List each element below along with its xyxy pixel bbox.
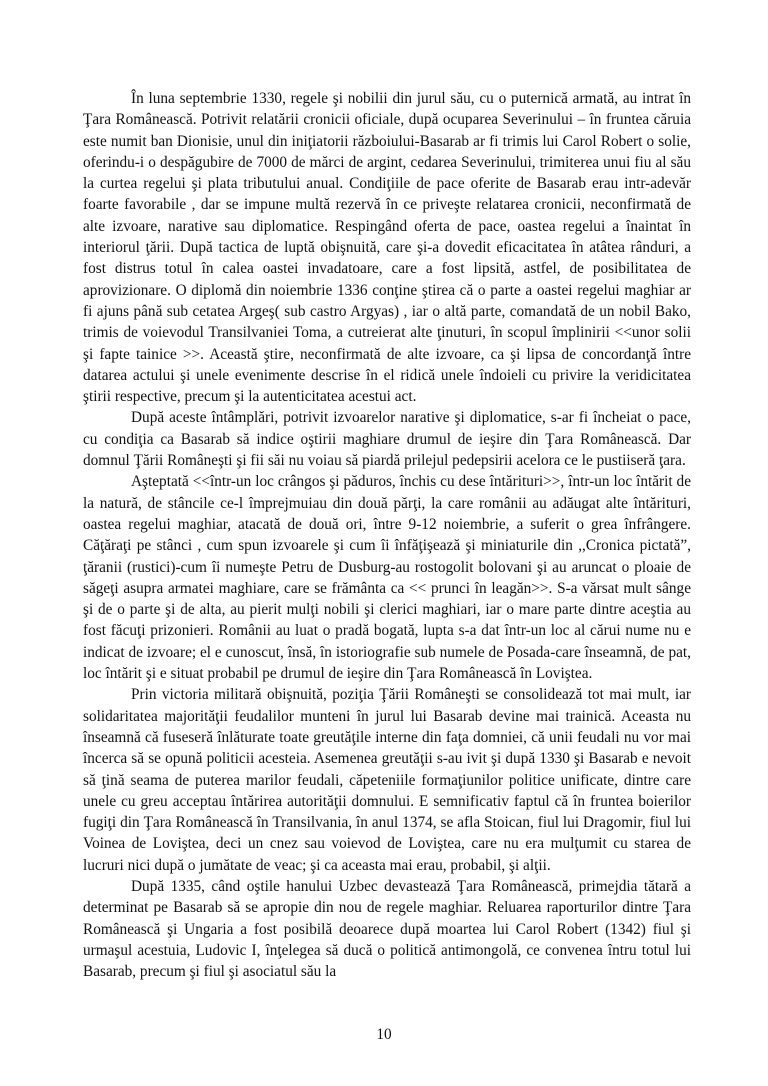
paragraph: În luna septembrie 1330, regele şi nobilii din jurul său, cu o puternică armată, au intrat în Ţara Românească. Potrivit relatării cronicii oficiale, după ocuparea Severinului – în fruntea căruia este numit ban Dionisie, unul din iniţiatorii războiului-Basarab ar fi trimis lui Carol Robert o solie, oferindu-i o despăgubire de 7000 de mărci de argint, cedarea Severinului, trimiterea unui fiu al său la curtea regelui şi plata tributului anual. Condiţiile de pace oferite de Basarab erau intr-adevăr foarte favorabile , dar se impune multă rezervă în ce priveşte relatarea cronicii, neconfirmată de alte izvoare, narative sau diplomatice. Respingând oferta de pace, oastea regelui a înaintat în interiorul ţării. După tactica de luptă obişnuită, care şi-a dovedit eficacitatea în atâtea rânduri, a fost distrus totul în calea oastei invadatoare, care a fost lipsită, astfel, de posibilitatea de aprovizionare. O diplomă din noiembrie 1336 conţine ştirea că o parte a oastei regelui maghiar ar fi ajuns până sub cetatea Argeş( sub castro Argyas) , iar o altă parte, comandată de un nobil Bako, trimis de voievodul Transilvaniei Toma, a cutreierat alte ţinuturi, în scopul împlinirii <<unor solii şi fapte tainice >>. Această ştire, neconfirmată de alte izvoare, ca şi lipsa de concordanţă între datarea actului şi unele evenimente descrise în el ridică unele îndoieli cu privire la veridicitatea ştirii respective, precum şi la autenticitatea acestui act. bbox=[83, 90, 691, 406]
paragraph: După 1335, când oştile hanului Uzbec devastează Ţara Românească, primejdia tătară a determinat pe Basarab să se apropie din nou de regele maghiar. Reluarea raporturilor dintre Ţara Românească şi Ungaria a fost posibilă deoarece după moartea lui Carol Robert (1342) fiul şi urmaşul acestuia, Ludovic I, înţelegea să ducă o politică antimongolă, ce convenea întru totul lui Basarab, precum şi fiul şi asociatul său la bbox=[83, 877, 691, 981]
page-number: 10 bbox=[376, 1026, 392, 1043]
paragraph: Prin victoria militară obişnuită, poziţia Ţării Româneşti se consolidează tot mai mult, iar solidaritatea majorităţii feudalilor munteni în jurul lui Basarab devine mai trainică. Aceasta nu înseamnă că fuseseră înlăturate toate greutăţile interne din faţa domniei, că unii feudali nu vor mai încerca să se opună politicii acesteia. Asemenea greutăţii s-au ivit şi după 1330 şi Basarab e nevoit să ţină seama de puterea marilor feudali, căpeteniile formaţiunilor politice unificate, dintre care unele cu greu acceptau întărirea autorităţii domnului. E semnificativ faptul că în fruntea boierilor fugiţi din Ţara Românească în Transilvania, în anul 1374, se afla Stoican, fiul lui Dragomir, fiul lui Voinea de Loviştea, deci un cnez sau voievod de Loviştea, care nu era mulţumit cu starea de lucruri nici după o jumătate de veac; şi ca aceasta mai erau, probabil, şi alţii. bbox=[83, 686, 691, 874]
paragraph: Aşteptată <<într-un loc crângos şi păduros, închis cu dese întărituri>>, într-un loc întărit de la natură, de stâncile ce-l împrejmuiau din două părţi, la care românii au adăugat alte întărituri, oastea regelui maghiar, atacată de două ori, între 9-12 noiembrie, a suferit o grea înfrângere. Căţăraţi pe stânci , cum spun izvoarele şi cum îi înfăţişează şi miniaturile din ,,Cronica pictată”, ţăranii (rustici)-cum îi numeşte Petru de Dusburg-au rostogolit bolovani şi au aruncat o ploaie de săgeţi asupra armatei maghiare, care se frământa ca << prunci în leagăn>>. S-a vărsat mult sânge şi de o parte şi de alta, au pierit mulţi nobili şi clerici maghiari, iar o mare parte dintre aceştia au fost făcuţi prizonieri. Românii au luat o pradă bogată, lupta s-a dat într-un loc al cărui nume nu e indicat de izvoare; el e cunoscut, însă, în istoriografie sub numele de Posada-care înseamnă, de pat, loc întărit şi e situat probabil pe drumul de ieşire din Ţara Românească în Loviştea. bbox=[83, 473, 691, 683]
body-text bbox=[83, 88, 691, 982]
paragraph: După aceste întâmplări, potrivit izvoarelor narative şi diplomatice, s-ar fi încheiat o pace, cu condiţia ca Basarab să indice oştirii maghiare drumul de ieşire din Ţara Românească. Dar domnul Ţării Româneşti şi fii săi nu voiau să piardă prilejul pedepsirii acelora ce le pustiiseră ţara. bbox=[83, 409, 691, 470]
